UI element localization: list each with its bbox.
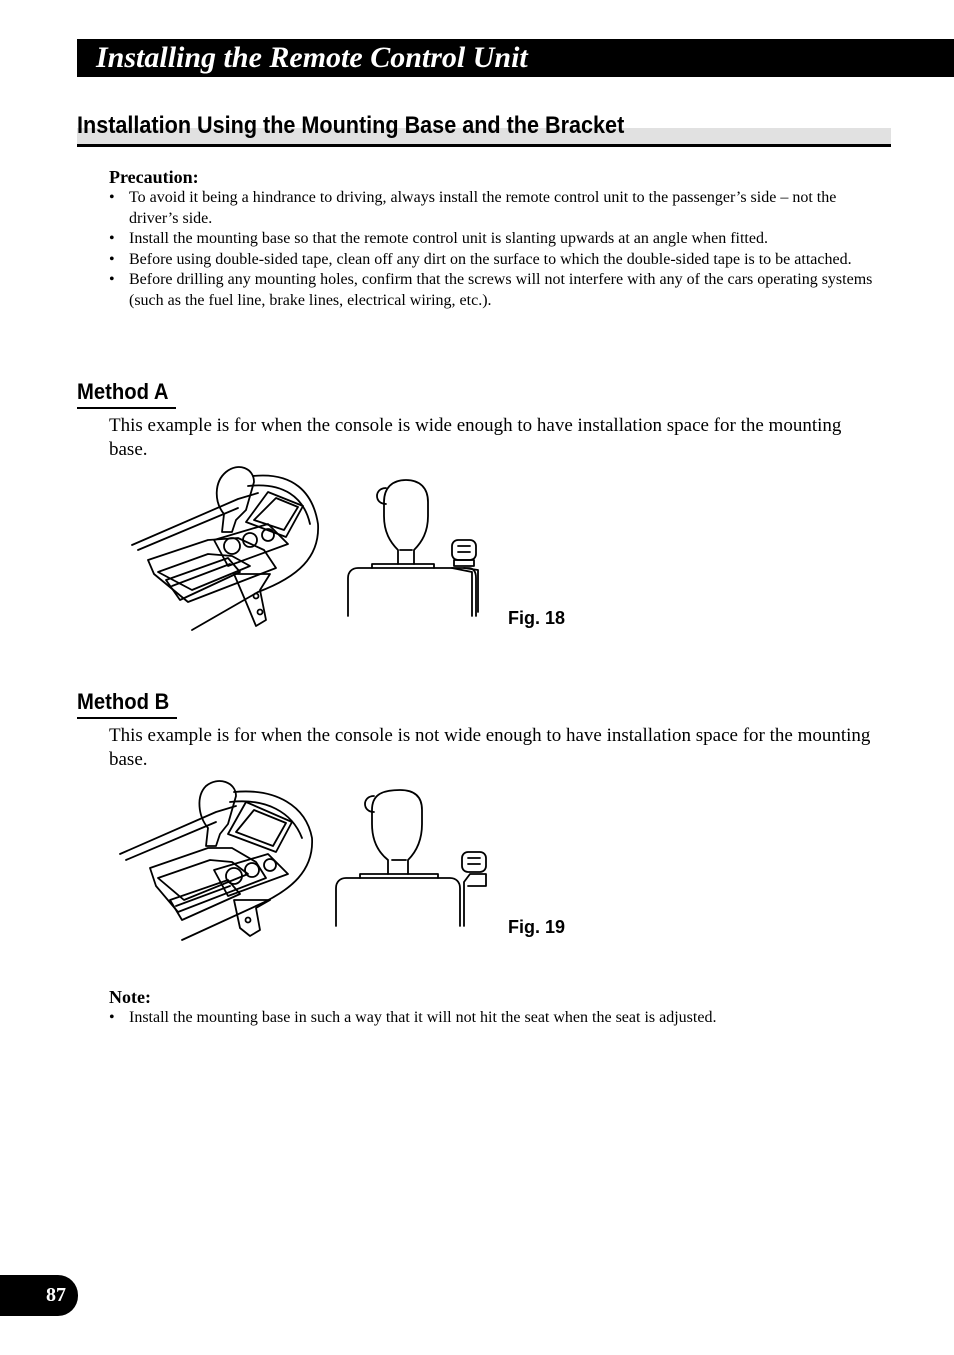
- section-title: Installation Using the Mounting Base and the Bracket: [77, 112, 625, 139]
- method-a-text: This example is for when the console is wide enough to have installation space for the mounting base.: [109, 415, 842, 460]
- fig-18-illustration: [128, 462, 488, 634]
- note-label: Note:: [109, 987, 151, 1007]
- precaution-item: • Install the mounting base so that the remote control unit is slanting upwards at an angle when fitted.: [109, 229, 889, 250]
- chapter-title: Installing the Remote Control Unit: [96, 41, 528, 74]
- method-b-heading-text: Method B: [77, 689, 170, 714]
- fig-19-label: Fig. 19: [508, 917, 566, 937]
- method-a-heading-text: Method A: [77, 379, 169, 404]
- chapter-title-bar: [77, 39, 954, 77]
- fig-18-label: Fig. 18: [508, 608, 566, 628]
- fig-19-console-perspective: [120, 781, 312, 940]
- section-heading: [77, 110, 891, 148]
- note-list: [109, 1008, 889, 1029]
- precaution-item: • To avoid it being a hindrance to driving, always install the remote control unit to the passenger’s side – not the driver’s side.: [109, 188, 889, 229]
- page-number: 87: [46, 1284, 66, 1306]
- method-b-text: This example is for when the console is not wide enough to have installation space for the mounting base.: [109, 725, 871, 770]
- note-item: • Install the mounting base in such a way that it will not hit the seat when the seat is adjusted.: [109, 1008, 889, 1029]
- precaution-list: [109, 188, 889, 312]
- method-a-heading: [77, 379, 176, 409]
- fig-18-console-perspective: [132, 467, 318, 630]
- precaution-item: • Before using double-sided tape, clean off any dirt on the surface to which the double-sided tape is to be attached.: [109, 250, 889, 271]
- fig-18-side-view: [348, 480, 478, 616]
- fig-19-illustration: [116, 774, 494, 944]
- page-number-tab: [0, 1275, 78, 1316]
- precaution-label: Precaution:: [109, 167, 199, 187]
- precaution-item: • Before drilling any mounting holes, confirm that the screws will not interfere with any of the cars operating systems (such as the fuel line, brake lines, electrical wiring, etc.).: [109, 270, 889, 311]
- section-heading-rule: [77, 144, 891, 147]
- method-b-heading: [77, 689, 177, 719]
- fig-19-side-view: [336, 790, 486, 926]
